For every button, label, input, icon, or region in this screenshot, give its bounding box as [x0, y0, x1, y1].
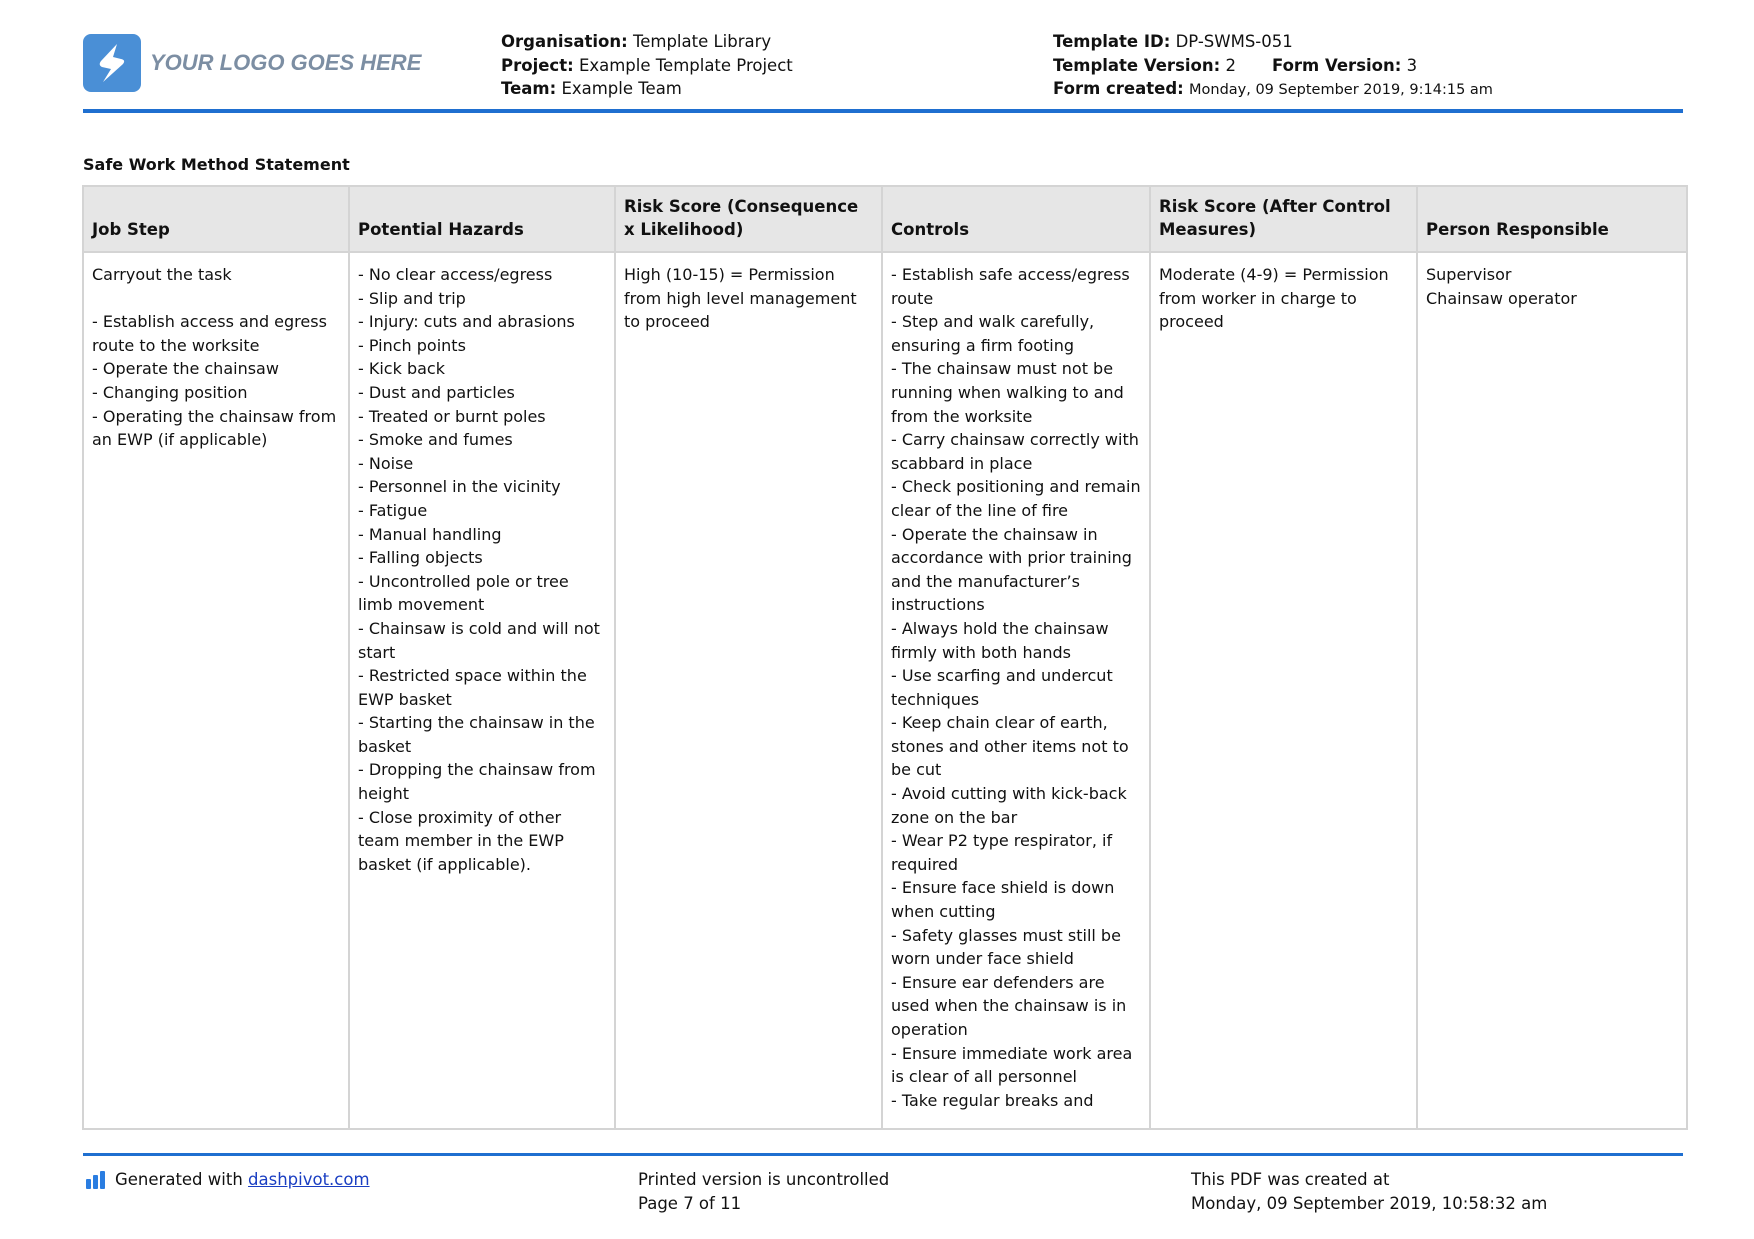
generated-prefix: Generated with [115, 1170, 249, 1189]
team-label: Team: [501, 79, 557, 98]
swms-table [82, 185, 1688, 1130]
template-meta [1053, 30, 1493, 103]
footer-print-info [638, 1168, 889, 1215]
form-version-value: 3 [1406, 55, 1418, 75]
company-logo [83, 34, 421, 92]
section-title: Safe Work Method Statement [83, 155, 350, 174]
template-id-label: Template ID: [1053, 32, 1171, 51]
printed-notice: Printed version is uncontrolled [638, 1170, 890, 1189]
organisation-meta [501, 30, 793, 101]
cell-risk-score: High (10-15) = Permission from high level management to proceed [615, 252, 882, 1129]
column-header-job-step: Job Step [83, 186, 349, 252]
pdf-created-value: Monday, 09 September 2019, 10:58:32 am [1191, 1193, 1548, 1213]
bar-chart-icon [86, 1171, 107, 1189]
column-header-risk-score: Risk Score (Consequence x Likelihood) [615, 186, 882, 252]
column-header-person-responsible: Person Responsible [1417, 186, 1687, 252]
table-row [83, 252, 1687, 1129]
logo-s-icon [83, 34, 141, 92]
table-header-row [83, 186, 1687, 252]
cell-job-step: Carryout the task - Establish access and egress route to the worksite - Operate the chainsaw - Changing position - Operating the chainsaw from an EWP (if applicable) [83, 252, 349, 1129]
pdf-created-label: This PDF was created at [1191, 1170, 1390, 1189]
footer-pdf-created [1191, 1168, 1547, 1215]
organisation-label: Organisation: [501, 32, 628, 51]
cell-risk-after: Moderate (4-9) = Permission from worker in charge to proceed [1150, 252, 1417, 1129]
cell-potential-hazards: - No clear access/egress - Slip and trip - Injury: cuts and abrasions - Pinch points - Kick back - Dust and particles - Treated or burnt poles - Smoke and fumes - Noise - Personnel in the vicinity - Fatigue - Manual handling - Falling objects - Uncontrolled pole or tree limb movement - Chainsaw is cold and will not start - Restricted space within the EWP basket - Starting the chainsaw in the basket - Dropping the chainsaw from height - Close proximity of other team member in the EWP basket (if applicable). [349, 252, 615, 1129]
column-header-risk-after: Risk Score (After Control Measures) [1150, 186, 1417, 252]
template-version-value: 2 [1225, 55, 1236, 75]
column-header-potential-hazards: Potential Hazards [349, 186, 615, 252]
dashpivot-link[interactable]: dashpivot.com [248, 1170, 370, 1189]
footer-generated [86, 1168, 370, 1192]
page-header [83, 30, 1683, 110]
template-version-label: Template Version: [1053, 55, 1221, 75]
form-created-label: Form created: [1053, 79, 1184, 98]
project-label: Project: [501, 55, 574, 75]
cell-person-responsible: Supervisor Chainsaw operator [1417, 252, 1687, 1129]
team-value: Example Team [561, 79, 682, 98]
page-number: Page 7 of 11 [638, 1193, 742, 1213]
form-created-value: Monday, 09 September 2019, 9:14:15 am [1189, 82, 1493, 98]
footer-divider [83, 1153, 1683, 1156]
column-header-controls: Controls [882, 186, 1150, 252]
logo-text: YOUR LOGO GOES HERE [150, 50, 422, 75]
organisation-value: Template Library [632, 32, 772, 51]
project-value: Example Template Project [578, 55, 793, 75]
cell-controls: - Establish safe access/egress route - Step and walk carefully, ensuring a firm footing - The chainsaw must not be running when walking to and from the worksite - Carry chainsaw correctly with scabbard in place - Check positioning and remain clear of the line of fire - Operate the chainsaw in accordance with prior training and the manufacturer’s instructions - Always hold the chainsaw firmly with both hands - Use scarfing and undercut techniques - Keep chain clear of earth, stones and other items not to be cut - Avoid cutting with kick-back zone on the bar - Wear P2 type respirator, if required - Ensure face shield is down when cutting - Safety glasses must still be worn under face shield - Ensure ear defenders are used when the chainsaw is in operation - Ensure immediate work area is clear of all personnel - Take regular breaks and [882, 252, 1150, 1129]
template-id-value: DP-SWMS-051 [1175, 32, 1293, 51]
form-version-label: Form Version: [1271, 55, 1402, 75]
header-divider [83, 109, 1683, 113]
